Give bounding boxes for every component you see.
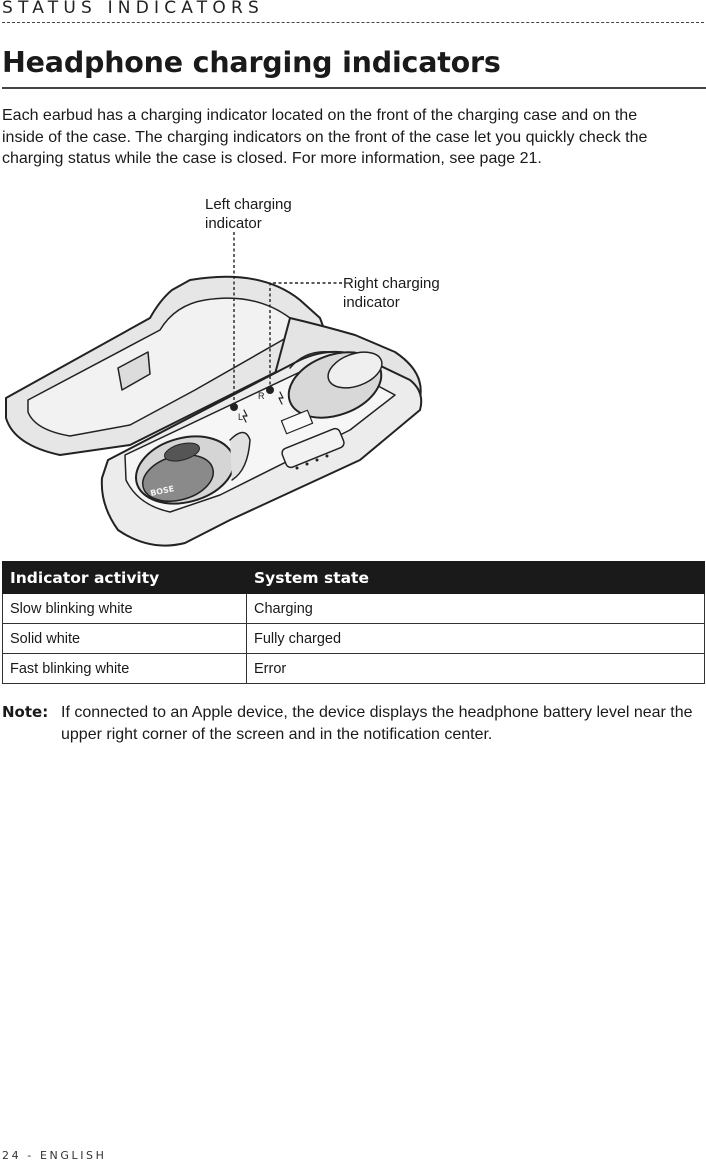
page-title: Headphone charging indicators bbox=[2, 46, 501, 79]
table-cell-activity: Fast blinking white bbox=[3, 654, 247, 684]
intro-paragraph: Each earbud has a charging indicator located on the front of the charging case and on the inside of the case. The charging indicators on the front of the case let you quickly check the charging status while the case is closed. For more information, see page 21. bbox=[2, 107, 648, 167]
page-footer: 24 - ENGLISH bbox=[2, 1149, 107, 1162]
charging-case-illustration bbox=[0, 190, 460, 550]
bose-logo: BOSE bbox=[149, 484, 175, 499]
right-indicator-dot bbox=[267, 387, 273, 393]
left-letter: L bbox=[238, 412, 244, 422]
table-cell-activity: Solid white bbox=[3, 624, 247, 654]
note-text: If connected to an Apple device, the device displays the headphone battery level near the upper right corner of the screen and in the notification center. bbox=[61, 704, 693, 743]
table-row bbox=[3, 594, 705, 624]
left-indicator-callout: Left charging indicator bbox=[205, 196, 292, 232]
table-header-row bbox=[3, 562, 705, 594]
table-cell-state: Error bbox=[247, 654, 705, 684]
title-divider bbox=[2, 87, 706, 89]
left-indicator-dot bbox=[231, 404, 237, 410]
table-row bbox=[3, 624, 705, 654]
section-label: STATUS INDICATORS bbox=[2, 0, 264, 18]
section-divider bbox=[2, 22, 704, 23]
column-header-system-state: System state bbox=[247, 562, 705, 594]
right-indicator-callout: Right charging indicator bbox=[343, 275, 440, 311]
right-letter: R bbox=[258, 391, 265, 401]
note-label: Note: bbox=[2, 703, 49, 721]
table-cell-state: Fully charged bbox=[247, 624, 705, 654]
column-header-indicator-activity: Indicator activity bbox=[3, 562, 247, 594]
table-cell-state: Charging bbox=[247, 594, 705, 624]
table-cell-activity: Slow blinking white bbox=[3, 594, 247, 624]
table-row bbox=[3, 654, 705, 684]
indicator-table bbox=[2, 561, 705, 684]
